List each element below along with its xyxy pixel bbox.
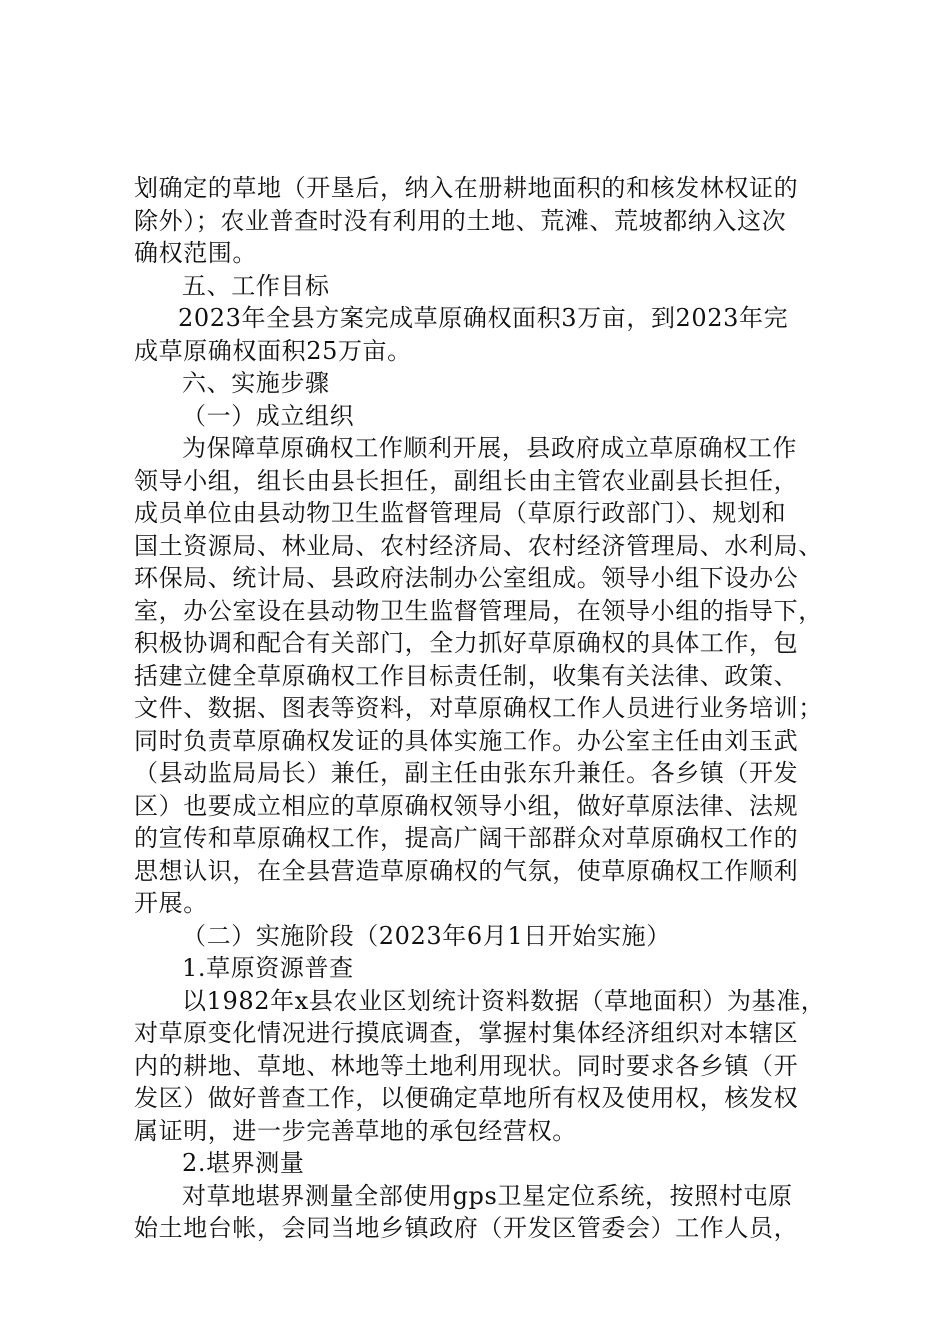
text-line: 2023年全县方案完成草原确权面积3万亩，到2023年完 bbox=[178, 304, 789, 332]
text-line: 同时负责草原确权发证的具体实施工作。办公室主任由刘玉武 bbox=[134, 726, 799, 755]
text-line: 开展。 bbox=[134, 889, 208, 917]
text-line: 区）也要成立相应的草原确权领导小组，做好草原法律、法规 bbox=[134, 791, 799, 820]
text-line: 发区）做好普查工作，以便确定草地所有权及使用权，核发权 bbox=[134, 1084, 799, 1112]
text-line: 始土地台帐，会同当地乡镇政府（开发区管委会）工作人员， bbox=[134, 1214, 799, 1242]
section-heading: 六、实施步骤 bbox=[182, 369, 330, 397]
text-line: 积极协调和配合有关部门，全力抓好草原确权的具体工作，包 bbox=[134, 629, 799, 657]
text-line: 成草原确权面积25万亩。 bbox=[134, 336, 412, 365]
text-line: 括建立健全草原确权工作目标责任制，收集有关法律、政策、 bbox=[134, 661, 799, 690]
text-line: 以1982年x县农业区划统计资料数据（草地面积）为基准， bbox=[182, 986, 826, 1015]
text-line: 对草地堪界测量全部使用gps卫星定位系统，按照村屯原 bbox=[182, 1181, 793, 1210]
text-line: 属证明，进一步完善草地的承包经营权。 bbox=[134, 1116, 577, 1145]
item-heading: 1.草原资源普查 bbox=[182, 954, 354, 982]
text-line: 的宣传和草原确权工作，提高广阔干部群众对草原确权工作的 bbox=[134, 824, 799, 852]
text-line: 划确定的草地（开垦后，纳入在册耕地面积的和核发林权证的 bbox=[134, 174, 799, 202]
text-line: 国土资源局、林业局、农村经济局、农村经济管理局、水利局、 bbox=[134, 531, 823, 560]
subsection-heading: （二）实施阶段（2023年6月1日开始实施） bbox=[182, 921, 671, 950]
text-line: 除外）；农业普查时没有利用的土地、荒滩、荒坡都纳入这次 bbox=[134, 206, 787, 235]
text-line: 确权范围。 bbox=[134, 239, 257, 267]
section-heading: 五、工作目标 bbox=[182, 271, 330, 300]
text-line: 环保局、统计局、县政府法制办公室组成。领导小组下设办公 bbox=[134, 564, 799, 592]
text-line: 为保障草原确权工作顺利开展，县政府成立草原确权工作 bbox=[182, 434, 797, 462]
text-line: 文件、数据、图表等资料，对草原确权工作人员进行业务培训； bbox=[134, 694, 823, 722]
text-line: 思想认识，在全县营造草原确权的气氛，使草原确权工作顺利 bbox=[134, 856, 799, 885]
text-line: （县动监局局长）兼任，副主任由张东升兼任。各乡镇（开发 bbox=[134, 759, 799, 787]
text-line: 领导小组，组长由县长担任，副组长由主管农业副县长担任， bbox=[134, 466, 799, 495]
document-body bbox=[134, 172, 840, 1245]
item-heading: 2.堪界测量 bbox=[182, 1149, 305, 1177]
text-line: 对草原变化情况进行摸底调查，掌握村集体经济组织对本辖区 bbox=[134, 1019, 799, 1047]
subsection-heading: （一）成立组织 bbox=[182, 401, 355, 430]
text-line: 成员单位由县动物卫生监督管理局（草原行政部门）、规划和 bbox=[134, 499, 787, 527]
text-line: 内的耕地、草地、林地等土地利用现状。同时要求各乡镇（开 bbox=[134, 1051, 799, 1080]
text-line: 室，办公室设在县动物卫生监督管理局，在领导小组的指导下， bbox=[134, 596, 823, 625]
